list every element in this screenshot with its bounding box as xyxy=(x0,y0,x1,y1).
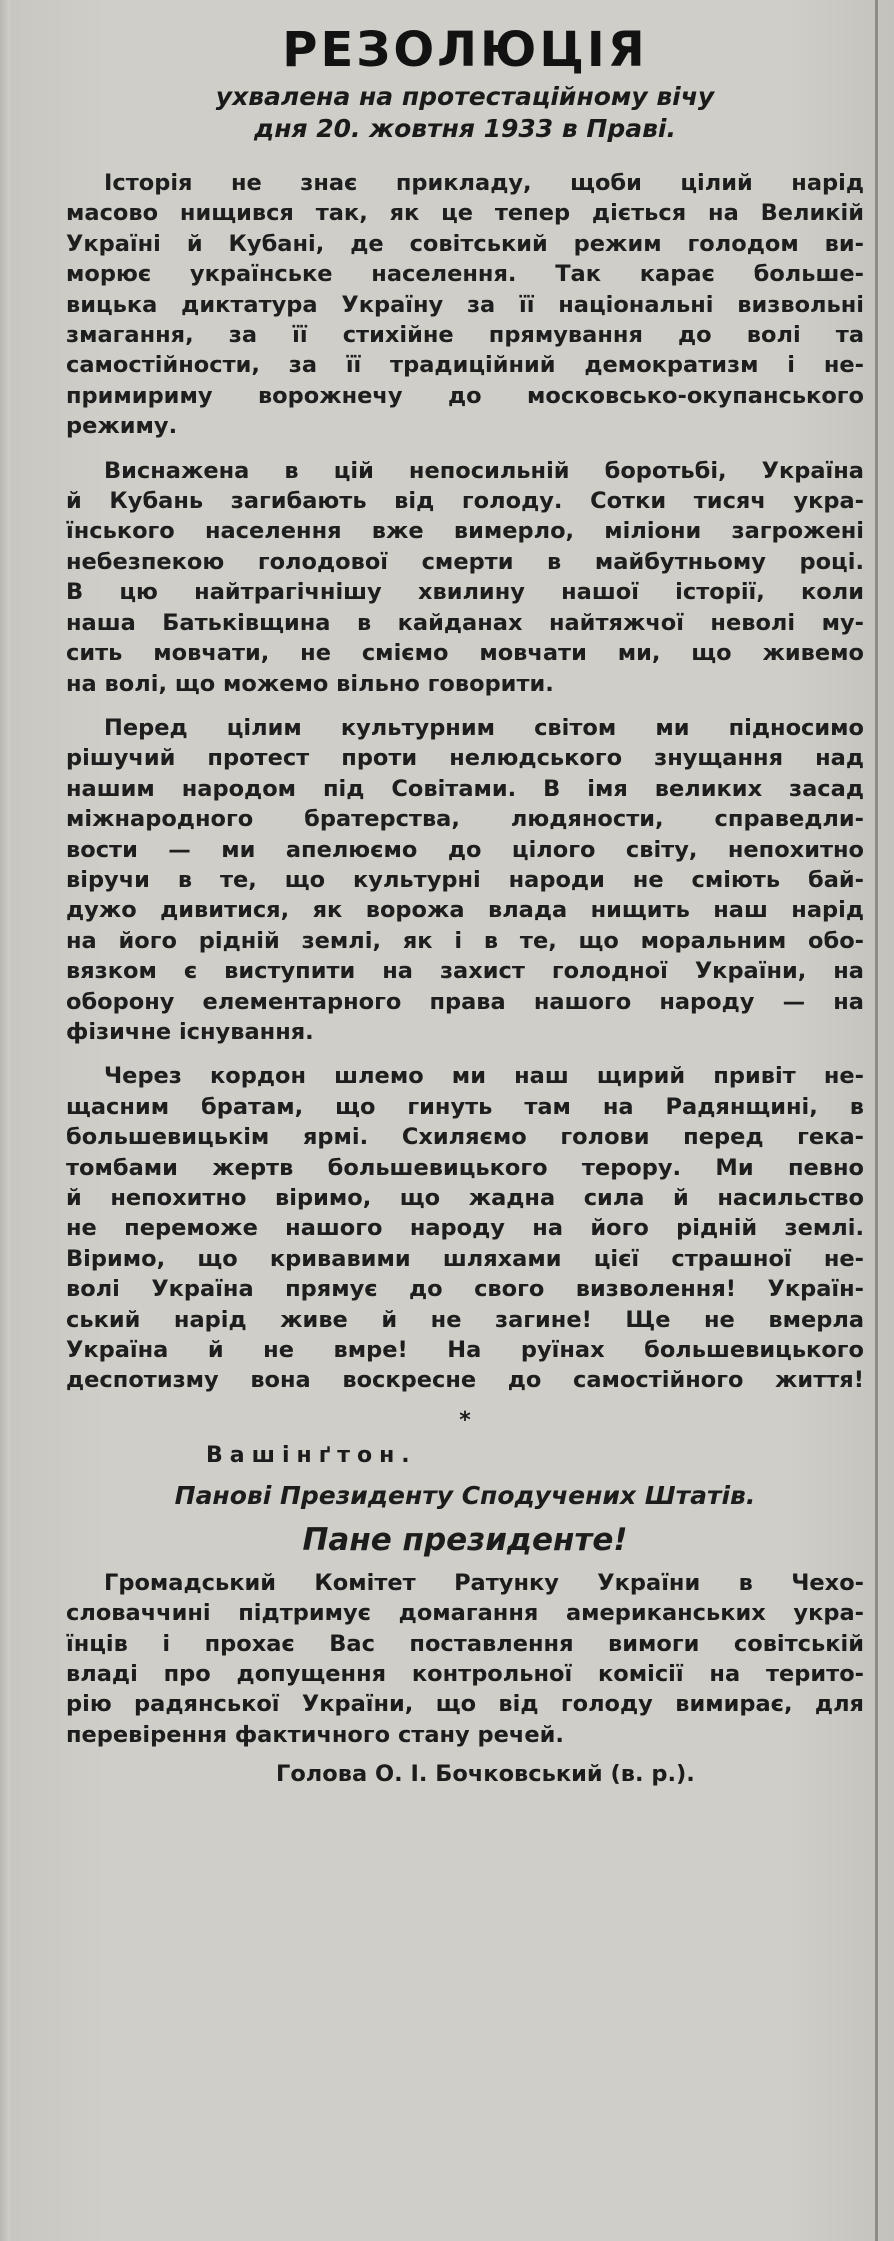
text-line: В цю найтрагічнішу хвилину нашої історії, коли xyxy=(66,579,864,606)
text-line: й Кубань загибають від голоду. Сотки тисяч укра- xyxy=(66,488,864,515)
text-line: ський нарід живе й не загине! Ще не вмерла xyxy=(66,1306,864,1333)
text-line: Україні й Кубані, де совітський режим голодом ви- xyxy=(66,230,864,257)
text-line: Через кордон шлемо ми наш щирий привіт не- xyxy=(104,1063,864,1090)
text-line: нашим народом під Совітами. В імя великих засад xyxy=(66,775,864,802)
text-line: большевицькім ярмі. Схиляємо голови перед гека- xyxy=(66,1124,864,1151)
text-line: міжнародного братерства, людяности, справедли- xyxy=(66,806,864,833)
text-line: щасним братам, що гинуть там на Радянщині, в xyxy=(66,1093,864,1120)
text-line: томбами жертв большевицького терору. Ми певно xyxy=(66,1154,864,1181)
text-line: рію радянської України, що від голоду вимирає, для xyxy=(66,1691,864,1718)
text-line: й непохитно віримо, що жадна сила й насильство xyxy=(66,1185,864,1211)
text-line: морює українське населення. Так карає больше- xyxy=(66,261,864,288)
text-line: наша Батьківщина в кайданах найтяжчої неволі му- xyxy=(66,609,864,636)
text-line: перевірення фактичного стану речей. xyxy=(66,1721,564,1748)
text-line: масово нищився так, як це тепер діється на Великій xyxy=(66,200,864,227)
resolution-paragraph-3 xyxy=(66,713,864,1047)
text-line: їнського населення вже вимерло, міліони загрожені xyxy=(66,518,864,545)
telegram-addressee: Панові Президенту Сподучених Штатів. xyxy=(174,1480,756,1510)
text-line: Україна й не вмре! На руїнах большевицького xyxy=(66,1337,864,1364)
resolution-subtitle-line-1: ухвалена на протестаційному вічу xyxy=(215,82,715,111)
text-line: Віримо, що кривавими шляхами цієї страшної не- xyxy=(66,1245,864,1272)
text-line: вязком є виступити на захист голодної України, на xyxy=(66,958,864,985)
telegram-signature: Голова О. І. Бочковський (в. р.). xyxy=(276,1761,695,1788)
resolution-title: РЕЗОЛЮЦІЯ xyxy=(282,22,648,78)
text-line: віручи в те, що культурні народи не сміють бай- xyxy=(66,866,864,893)
telegram-place: Вашінґтон. xyxy=(206,1442,417,1468)
resolution-body xyxy=(66,168,864,1396)
text-line: сить мовчати, не сміємо мовчати ми, що живемо xyxy=(66,640,864,667)
resolution-paragraph-2 xyxy=(66,456,864,699)
text-line: вицька диктатура Україну за її національні визвольні xyxy=(66,291,864,318)
text-line: владі про допущення контрольної комісії на терито- xyxy=(66,1661,864,1688)
section-separator: * xyxy=(459,1407,471,1433)
resolution-paragraph-1 xyxy=(66,168,864,442)
text-line: примириму ворожнечу до московсько-окупанського xyxy=(66,382,864,409)
text-line: самостійности, за її традиційний демократизм і не- xyxy=(66,352,864,379)
text-line: не переможе нашого народу на його рідній землі. xyxy=(66,1215,864,1242)
resolution-paragraph-4 xyxy=(66,1061,864,1395)
text-line: Виснажена в цій непосильній боротьбі, Україна xyxy=(104,457,864,484)
text-line: Громадський Комітет Ратунку України в Чехо- xyxy=(104,1569,864,1596)
telegram-body xyxy=(66,1568,864,1750)
text-line: Історія не знає прикладу, щоби цілий нарід xyxy=(104,170,864,196)
text-line: вости — ми апелюємо до цілого світу, непохитно xyxy=(66,836,864,863)
text-line: Перед цілим культурним світом ми підносимо xyxy=(104,714,864,741)
text-line: оборону елементарного права нашого народу — на xyxy=(66,988,864,1015)
text-line: деспотизму вона воскресне до самостійного життя! xyxy=(66,1367,864,1394)
text-line: волі Україна прямує до свого визволення! Україн- xyxy=(66,1276,864,1303)
text-line: їнців і прохає Вас поставлення вимоги совітській xyxy=(66,1630,864,1657)
telegram-salutation: Пане президенте! xyxy=(302,1521,628,1558)
text-line: рішучий протест проти нелюдського знущання над xyxy=(66,745,864,772)
text-line: фізичне існування. xyxy=(66,1018,314,1045)
resolution-subtitle-line-2: дня 20. жовтня 1933 в Праві. xyxy=(254,114,676,143)
text-line: небезпекою голодової смерти в майбутньому році. xyxy=(66,548,864,575)
paper-left-edge xyxy=(0,0,10,2241)
text-line: дужо дивитися, як ворожа влада нищить наш нарід xyxy=(66,897,864,924)
text-line: режиму. xyxy=(66,413,178,440)
text-line: на його рідній землі, як і в те, що моральним обо- xyxy=(66,927,864,954)
text-line: словаччині підтримує домагання американських укра- xyxy=(66,1600,864,1627)
paper-fold-line xyxy=(875,0,878,2241)
text-line: на волі, що можемо вільно говорити. xyxy=(66,670,554,697)
text-line: змагання, за її стихійне прямування до волі та xyxy=(66,322,864,349)
